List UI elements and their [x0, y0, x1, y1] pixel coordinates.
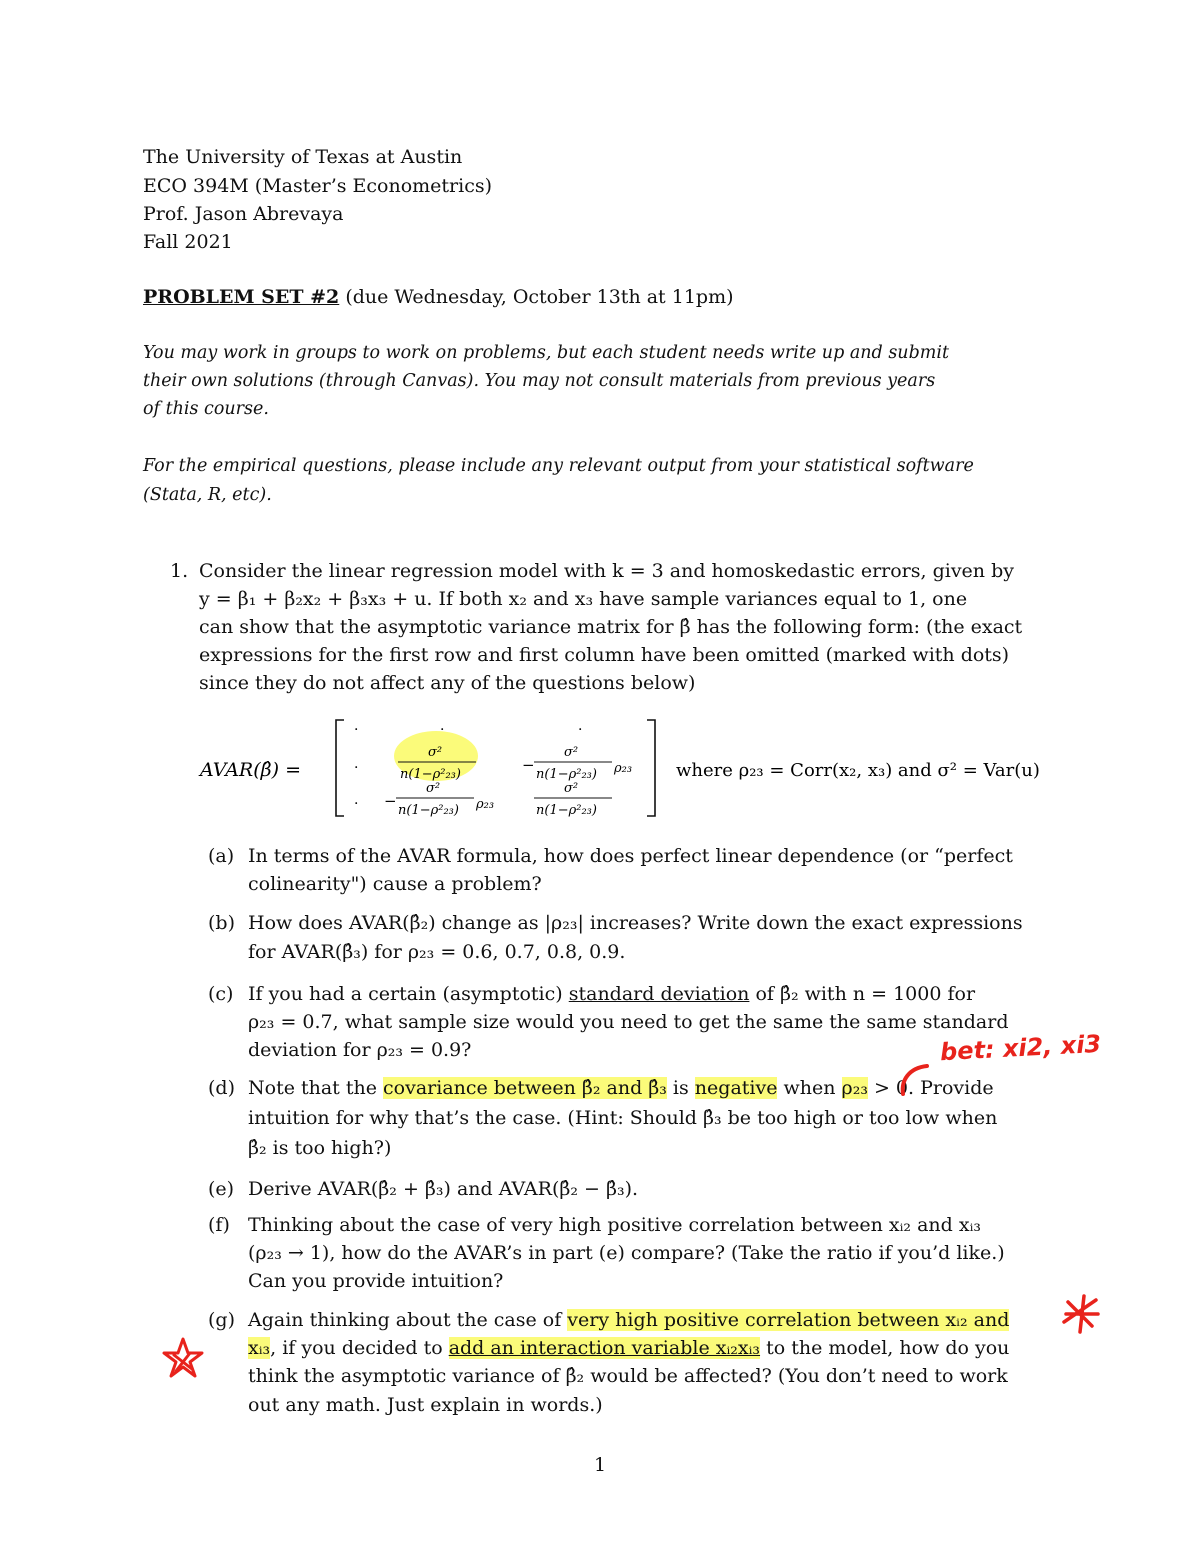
left-bracket	[336, 720, 344, 816]
part-g-line-1	[248, 1309, 1009, 1331]
part-f-line-2: (ρ₂₃ → 1), how do the AVAR’s in part (e) compare? (Take the ratio if you’d like.)	[248, 1242, 1005, 1264]
part-d-d: > 0. Provide	[867, 1077, 994, 1099]
part-g-highlight-xi3: xᵢ₃	[248, 1337, 271, 1359]
part-d-a: Note that the	[248, 1077, 384, 1099]
part-c-line-2: ρ₂₃ = 0.7, what sample size would you need to get the same the same standard	[248, 1011, 1009, 1033]
page-number: 1	[594, 1454, 607, 1476]
right-bracket	[647, 720, 655, 816]
r2c2-num: σ²	[428, 745, 443, 760]
part-d-label: (d)	[208, 1077, 235, 1099]
part-c-underline: standard deviation	[568, 983, 750, 1005]
part-f-line-1: Thinking about the case of very high positive correlation between xᵢ₂ and xᵢ₃	[248, 1214, 982, 1236]
handwritten-note: bet: xi2, xi3	[939, 1029, 1102, 1067]
term-line: Fall 2021	[143, 231, 233, 253]
part-g-highlight-interaction: add an interaction variable xᵢ₂xᵢ₃	[448, 1337, 761, 1359]
course-line: ECO 394M (Master’s Econometrics)	[143, 175, 493, 197]
part-b-line-2: for AVAR(β̂₃) for ρ₂₃ = 0.6, 0.7, 0.8, 0.9.	[248, 941, 626, 963]
problem-set-title	[143, 286, 734, 308]
part-g-a: , if you decided to	[270, 1337, 449, 1359]
title-due: (due Wednesday, October 13th at 11pm)	[339, 286, 734, 308]
instructions-line-2: their own solutions (through Canvas). You may not consult materials from previous years	[143, 371, 936, 391]
part-g-b: to the model, how do you	[760, 1337, 1010, 1359]
part-g-line-3: think the asymptotic variance of β̂₂ would be affected? (You don’t need to work	[248, 1365, 1008, 1387]
matrix-lhs: AVAR(β̂) =	[200, 759, 302, 781]
r2c3-rho: ρ₂₃	[614, 761, 633, 776]
dot-r3c1: ·	[354, 796, 359, 812]
dot-r2c1: ·	[354, 760, 359, 776]
q1-intro-line-1: Consider the linear regression model with k = 3 and homoskedastic errors, given by	[199, 560, 1014, 582]
matrix-where: where ρ₂₃ = Corr(x₂, x₃) and σ² = Var(u)	[676, 760, 1040, 781]
part-a-line-2: colinearity") cause a problem?	[248, 873, 542, 895]
r3c3-den: n(1−ρ²₂₃)	[536, 803, 597, 818]
part-b-label: (b)	[208, 912, 235, 934]
instructions-line-1: You may work in groups to work on problems, but each student needs write up and submit	[143, 343, 949, 363]
r3c2-minus: −	[384, 792, 397, 810]
university-line: The University of Texas at Austin	[143, 146, 463, 168]
part-d-line-3: β̂₂ is too high?)	[248, 1137, 392, 1159]
part-g-label: (g)	[208, 1309, 235, 1331]
part-c-label: (c)	[208, 983, 234, 1005]
part-g-line-2	[248, 1337, 1009, 1359]
r3c2-rho: ρ₂₃	[476, 797, 495, 812]
q1-intro-line-5: since they do not affect any of the questions below)	[199, 672, 696, 694]
part-d-b: is	[666, 1077, 695, 1099]
instructions-line-3: of this course.	[143, 399, 269, 419]
part-c-post: of β̂₂ with n = 1000 for	[749, 983, 976, 1005]
handwritten-arrow-icon	[895, 1060, 935, 1098]
r2c3-num: σ²	[564, 745, 579, 760]
handwritten-star-left-icon	[160, 1335, 206, 1381]
part-g-pre: Again thinking about the case of	[248, 1309, 568, 1331]
part-d-c: when	[777, 1077, 842, 1099]
r2c3-minus: −	[522, 756, 535, 774]
part-c-line-3: deviation for ρ₂₃ = 0.9?	[248, 1039, 472, 1061]
r3c2-num: σ²	[426, 781, 441, 796]
dot-r1c3: ·	[578, 722, 583, 738]
part-e-line-1: Derive AVAR(β̂₂ + β̂₃) and AVAR(β̂₂ − β̂₃).	[248, 1178, 639, 1200]
part-f-label: (f)	[208, 1214, 230, 1236]
question-number: 1.	[170, 560, 189, 582]
q1-intro-line-4: expressions for the first row and first column have been omitted (marked with dots)	[199, 644, 1010, 666]
handwritten-star-right-icon	[1058, 1292, 1102, 1336]
part-g-line-4: out any math. Just explain in words.)	[248, 1394, 603, 1416]
r3c2-den: n(1−ρ²₂₃)	[398, 803, 459, 818]
dot-r1c2: ·	[440, 722, 445, 738]
professor-line: Prof. Jason Abrevaya	[143, 203, 344, 225]
part-d-highlight-negative: negative	[694, 1077, 778, 1099]
part-b-line-1: How does AVAR(β̂₂) change as |ρ₂₃| increases? Write down the exact expressions	[248, 912, 1023, 934]
r3c3-num: σ²	[564, 781, 579, 796]
part-c-pre: If you had a certain (asymptotic)	[248, 983, 569, 1005]
part-g-highlight-correlation: very high positive correlation between xᵢ₂ and	[567, 1309, 1010, 1331]
empirical-line-2: (Stata, R, etc).	[143, 485, 272, 505]
part-d-line-1	[248, 1077, 994, 1099]
part-d-highlight-rho: ρ₂₃	[841, 1077, 868, 1099]
r2c2-den: n(1−ρ²₂₃)	[400, 767, 461, 782]
q1-intro-line-3: can show that the asymptotic variance matrix for β̂ has the following form: (the exact	[199, 616, 1023, 638]
part-a-line-1: In terms of the AVAR formula, how does perfect linear dependence (or “perfect	[248, 845, 1013, 867]
part-f-line-3: Can you provide intuition?	[248, 1270, 504, 1292]
part-a-label: (a)	[208, 845, 235, 867]
part-d-line-2: intuition for why that’s the case. (Hint: Should β̂₃ be too high or too low when	[248, 1107, 998, 1129]
r2c3-den: n(1−ρ²₂₃)	[536, 767, 597, 782]
dot-r1c1: ·	[354, 722, 359, 738]
q1-intro-line-2: y = β₁ + β₂x₂ + β₃x₃ + u. If both x₂ and x₃ have sample variances equal to 1, one	[199, 588, 968, 610]
empirical-line-1: For the empirical questions, please include any relevant output from your statistical software	[143, 456, 974, 476]
part-c-line-1	[248, 983, 975, 1005]
avar-matrix	[198, 712, 1118, 824]
part-d-highlight-covariance: covariance between β̂₂ and β̂₃	[383, 1077, 667, 1099]
part-e-label: (e)	[208, 1178, 235, 1200]
title-bold: PROBLEM SET #2	[143, 286, 340, 308]
